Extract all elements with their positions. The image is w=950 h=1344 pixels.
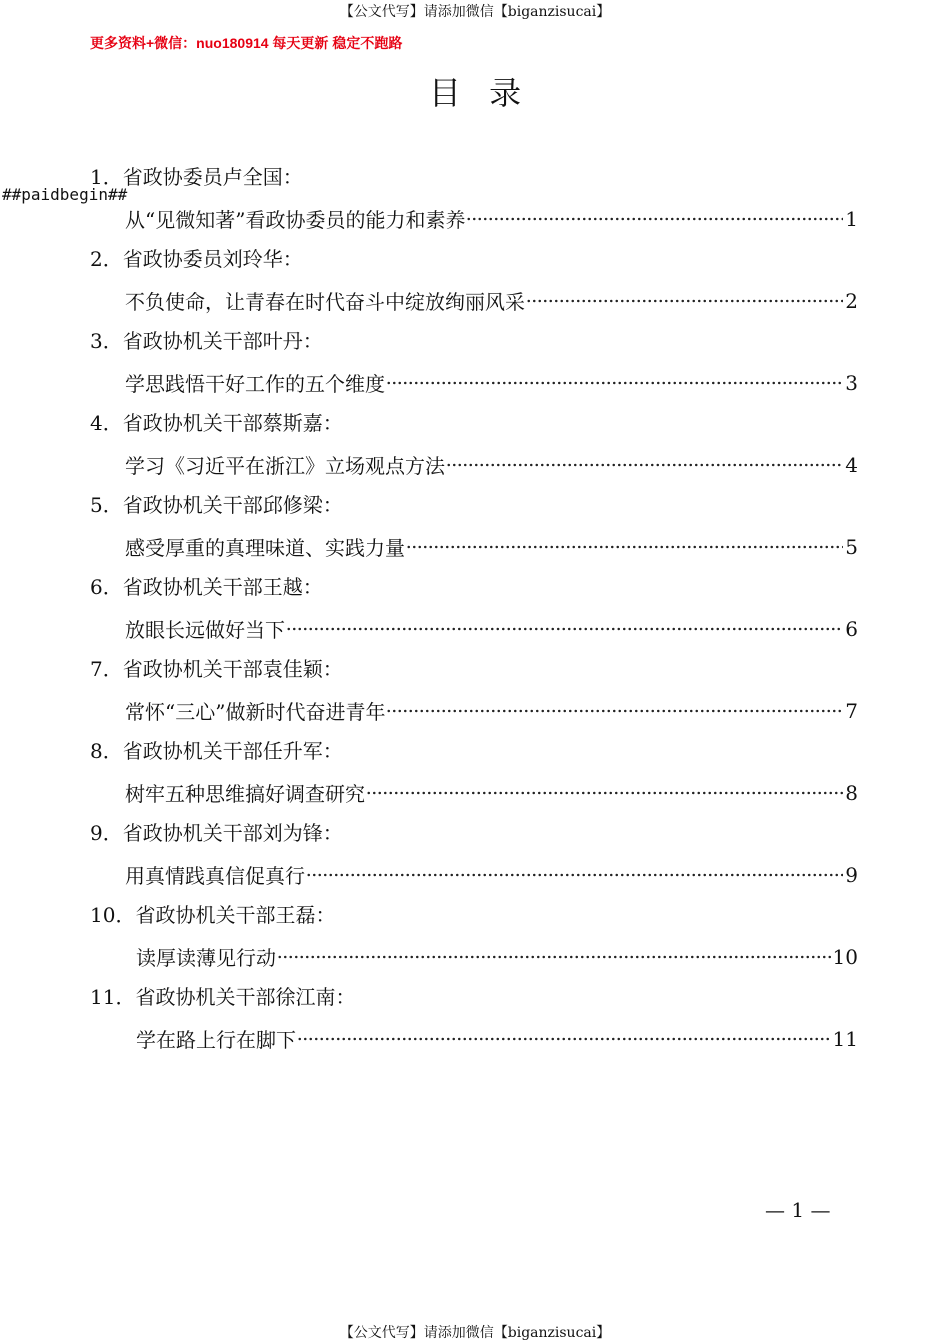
dot-leader [297,1037,831,1041]
toc-page-ref: 3 [845,370,858,395]
toc-page-ref: 4 [845,452,858,477]
toc-entry-7 [125,690,858,731]
toc-page-ref: 10 [832,944,858,969]
dot-leader [526,299,843,303]
toc-entry-5 [125,526,858,567]
toc-entry-title: 学在路上行在脚下 [136,1028,296,1052]
toc-entry-8 [125,772,858,813]
toc-entry-title: 不负使命，让青春在时代奋斗中绽放绚丽风采 [125,290,525,314]
toc-page-ref: 11 [832,1026,858,1051]
toc-entry-title: 用真情践真信促真行 [125,864,305,888]
toc-heading-2: 2．省政协委员刘玲华： [90,247,303,271]
toc-entry-2 [125,280,858,321]
toc-entry-title: 从“见微知著”看政协委员的能力和素养 [125,208,466,232]
toc-entry-10 [136,936,858,977]
toc-entry-title: 感受厚重的真理味道、实践力量 [125,536,405,560]
toc-heading-5: 5．省政协机关干部邱修梁： [90,493,343,517]
toc-entry-title: 学思践悟干好工作的五个维度 [125,372,385,396]
dot-leader [306,873,843,877]
dot-leader [386,709,843,713]
toc-page-ref: 1 [845,206,858,231]
page-number: — 1 — [765,1198,831,1222]
toc-page-ref: 8 [845,780,858,805]
dot-leader [406,545,843,549]
toc-entry-6 [125,608,858,649]
toc-entry-1 [125,198,858,239]
toc-entry-title: 树牢五种思维搞好调查研究 [125,782,365,806]
toc-entry-title: 读厚读薄见行动 [136,946,276,970]
dot-leader [366,791,843,795]
dot-leader [386,381,843,385]
toc-page-ref: 7 [845,698,858,723]
toc-entry-title: 放眼长远做好当下 [125,618,285,642]
toc-entry-11 [136,1018,858,1059]
promo-line: 更多资料+微信：nuo180914 每天更新 稳定不跑路 [90,35,403,51]
page-title: 目 录 [428,74,531,112]
toc-entry-title: 学习《习近平在浙江》立场观点方法 [125,454,445,478]
toc-entry-3 [125,362,858,403]
toc-heading-9: 9．省政协机关干部刘为锋： [90,821,343,845]
paid-begin-marker: ##paidbegin## [2,185,128,204]
dot-leader [277,955,831,959]
toc-heading-1: 1．省政协委员卢全国： [90,165,303,189]
bottom-header-note: 【公文代写】请添加微信【biganzisucai】 [339,1325,611,1341]
toc-heading-4: 4．省政协机关干部蔡斯嘉： [90,411,343,435]
toc-heading-11: 11．省政协机关干部徐江南： [90,985,356,1009]
toc-entry-9 [125,854,858,895]
dot-leader [466,217,843,221]
toc-entry-title: 常怀“三心”做新时代奋进青年 [125,700,386,724]
dot-leader [286,627,843,631]
toc-heading-3: 3．省政协机关干部叶丹： [90,329,323,353]
dot-leader [446,463,843,467]
toc-heading-8: 8．省政协机关干部任升军： [90,739,343,763]
toc-heading-7: 7．省政协机关干部袁佳颖： [90,657,343,681]
toc-entry-4 [125,444,858,485]
table-of-contents [0,157,950,1059]
toc-heading-10: 10．省政协机关干部王磊： [90,903,336,927]
toc-page-ref: 2 [845,288,858,313]
top-header-note: 【公文代写】请添加微信【biganzisucai】 [339,4,611,20]
toc-page-ref: 9 [845,862,858,887]
toc-page-ref: 6 [845,616,858,641]
toc-heading-6: 6．省政协机关干部王越： [90,575,323,599]
toc-page-ref: 5 [845,534,858,559]
